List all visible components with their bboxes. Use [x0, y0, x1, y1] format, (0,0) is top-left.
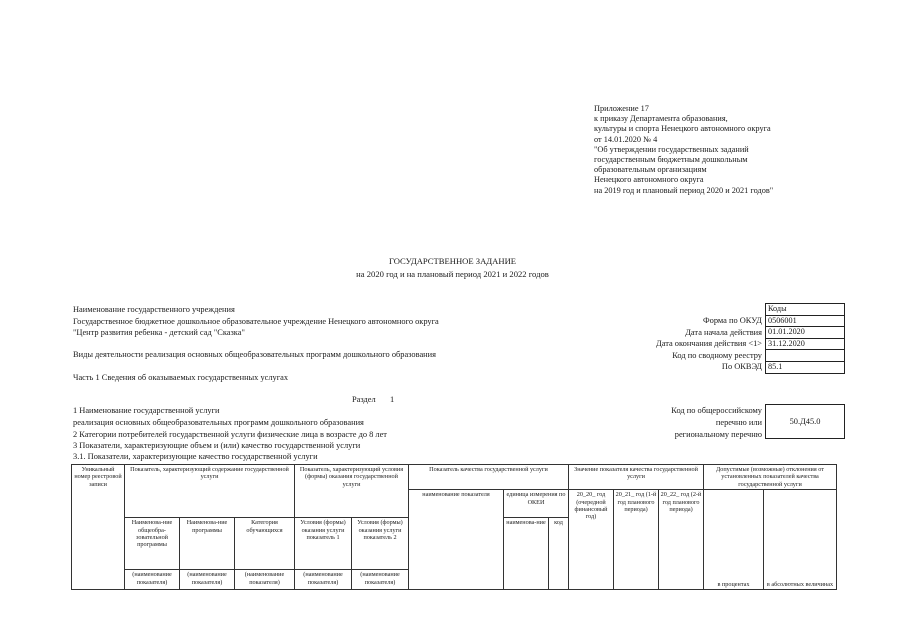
registry-list-label-1: Код по общероссийскому: [671, 406, 762, 415]
okved-label: По ОКВЭД: [721, 362, 762, 371]
student-category-header: Категория обучающихся: [235, 518, 295, 570]
institution-name: Государственное бюджетное дошкольное образовательное учреждение Ненецкого автономного округа: [73, 317, 439, 326]
approval-line: Ненецкого автономного округа: [594, 175, 704, 185]
indicator-name-cell: (наименование показателя): [352, 570, 409, 590]
approval-line: образовательным организациям: [594, 165, 707, 175]
registry-code-label: Код по сводному реестру: [672, 351, 762, 360]
okud-label: Форма по ОКУД: [703, 316, 762, 325]
condition-1-header: Условия (формы) оказания услуги показатель 1: [295, 518, 352, 570]
consumer-category: 2 Категории потребителей государственной услуги физические лица в возрасте до 8 лет: [73, 430, 387, 439]
end-date-value: 31.12.2020: [766, 339, 844, 351]
quality-indicators-label: 3.1. Показатели, характеризующие качество государственной услуги: [73, 452, 318, 461]
approval-line: "Об утверждении государственных заданий: [594, 144, 749, 154]
service-name-value: реализация основных общеобразовательных программ дошкольного образования: [73, 418, 364, 427]
indicator-name-cell: (наименование показателя): [125, 570, 180, 590]
conditions-indicator-header: Показатель, характеризующий условия (формы) оказания государственной услуги: [295, 465, 409, 518]
institution-name-2: "Центр развития ребенка - детский сад "Сказка": [73, 328, 245, 337]
quality-indicators-table: [71, 464, 837, 590]
program-header: Наименова-ние программы: [180, 518, 235, 570]
approval-line: культуры и спорта Ненецкого автономного округа: [594, 124, 771, 134]
year-2021-header: 20_21_ год (1-й год планового периода): [614, 490, 659, 590]
part-title: Часть 1 Сведения об оказываемых государственных услугах: [73, 373, 289, 382]
approval-line: к приказу Департамента образования,: [594, 114, 728, 124]
activities-text: Виды деятельности реализация основных общеобразовательных программ дошкольного образования: [73, 350, 436, 359]
deviation-percent-header: в процентах: [704, 490, 764, 590]
approval-line: от 14.01.2020 № 4: [594, 134, 658, 144]
indicator-name-cell: (наименование показателя): [235, 570, 295, 590]
start-date-value: 01.01.2020: [766, 327, 844, 339]
approval-line: Приложение 17: [594, 104, 649, 113]
deviations-header: Допустимые (возможные) отклонения от установленных показателей качества государственной услуги: [704, 465, 837, 490]
section-number: 1: [390, 395, 395, 404]
year-2020-header: 20_20_ год (очередной финансовый год): [569, 490, 614, 590]
condition-2-header: Условия (формы) оказания услуги показатель 2: [352, 518, 409, 570]
indicator-name-cell: (наименование показателя): [180, 570, 235, 590]
registry-list-label-3: региональному перечню: [674, 430, 762, 439]
okved-value: 85.1: [766, 362, 844, 374]
indicator-values-header: Значение показателя качества государственной услуги: [569, 465, 704, 490]
approval-block: [594, 104, 773, 196]
program-name-header: Наименова-ние общеобра-зовательной программы: [125, 518, 180, 570]
indicators-label: 3 Показатели, характеризующие объем и (или) качество государственной услуги: [73, 441, 361, 450]
codes-header: Коды: [766, 304, 844, 316]
unit-name-header: наименова-ние: [504, 518, 549, 590]
unit-header: единица измерения по ОКЕИ: [504, 490, 569, 518]
institution-label: Наименование государственного учреждения: [73, 305, 235, 314]
document-subtitle: на 2020 год и на плановый период 2021 и 2022 годов: [356, 269, 549, 279]
okud-value: 0506001: [766, 316, 844, 328]
content-indicator-header: Показатель, характеризующий содержание государственной услуги: [125, 465, 295, 518]
unit-code-header: код: [549, 518, 569, 590]
registry-code-value: [766, 350, 844, 362]
quality-indicator-header: Показатель качества государственной услуги: [409, 465, 569, 490]
indicator-name-cell: (наименование показателя): [295, 570, 352, 590]
unique-number-header: Уникальный номер реестровой записи: [72, 465, 125, 590]
quality-name-header: наименование показателя: [409, 490, 504, 590]
approval-line: государственным бюджетным дошкольным: [594, 155, 748, 165]
approval-line: на 2019 год и плановый период 2020 и 2021 годов": [594, 185, 774, 195]
codes-box: [765, 303, 845, 374]
registry-code-box: 50.Д45.0: [765, 404, 845, 439]
document-title: ГОСУДАРСТВЕННОЕ ЗАДАНИЕ: [388, 256, 517, 266]
start-date-label: Дата начала действия: [685, 328, 762, 337]
deviation-absolute-header: в абсолютных величинах: [764, 490, 837, 590]
section-label: Раздел: [352, 395, 376, 404]
end-date-label: Дата окончания действия <1>: [656, 339, 762, 348]
registry-list-label-2: перечню или: [715, 418, 762, 427]
service-name-label: 1 Наименование государственной услуги: [73, 406, 220, 415]
year-2022-header: 20_22_ год (2-й год планового периода): [659, 490, 704, 590]
